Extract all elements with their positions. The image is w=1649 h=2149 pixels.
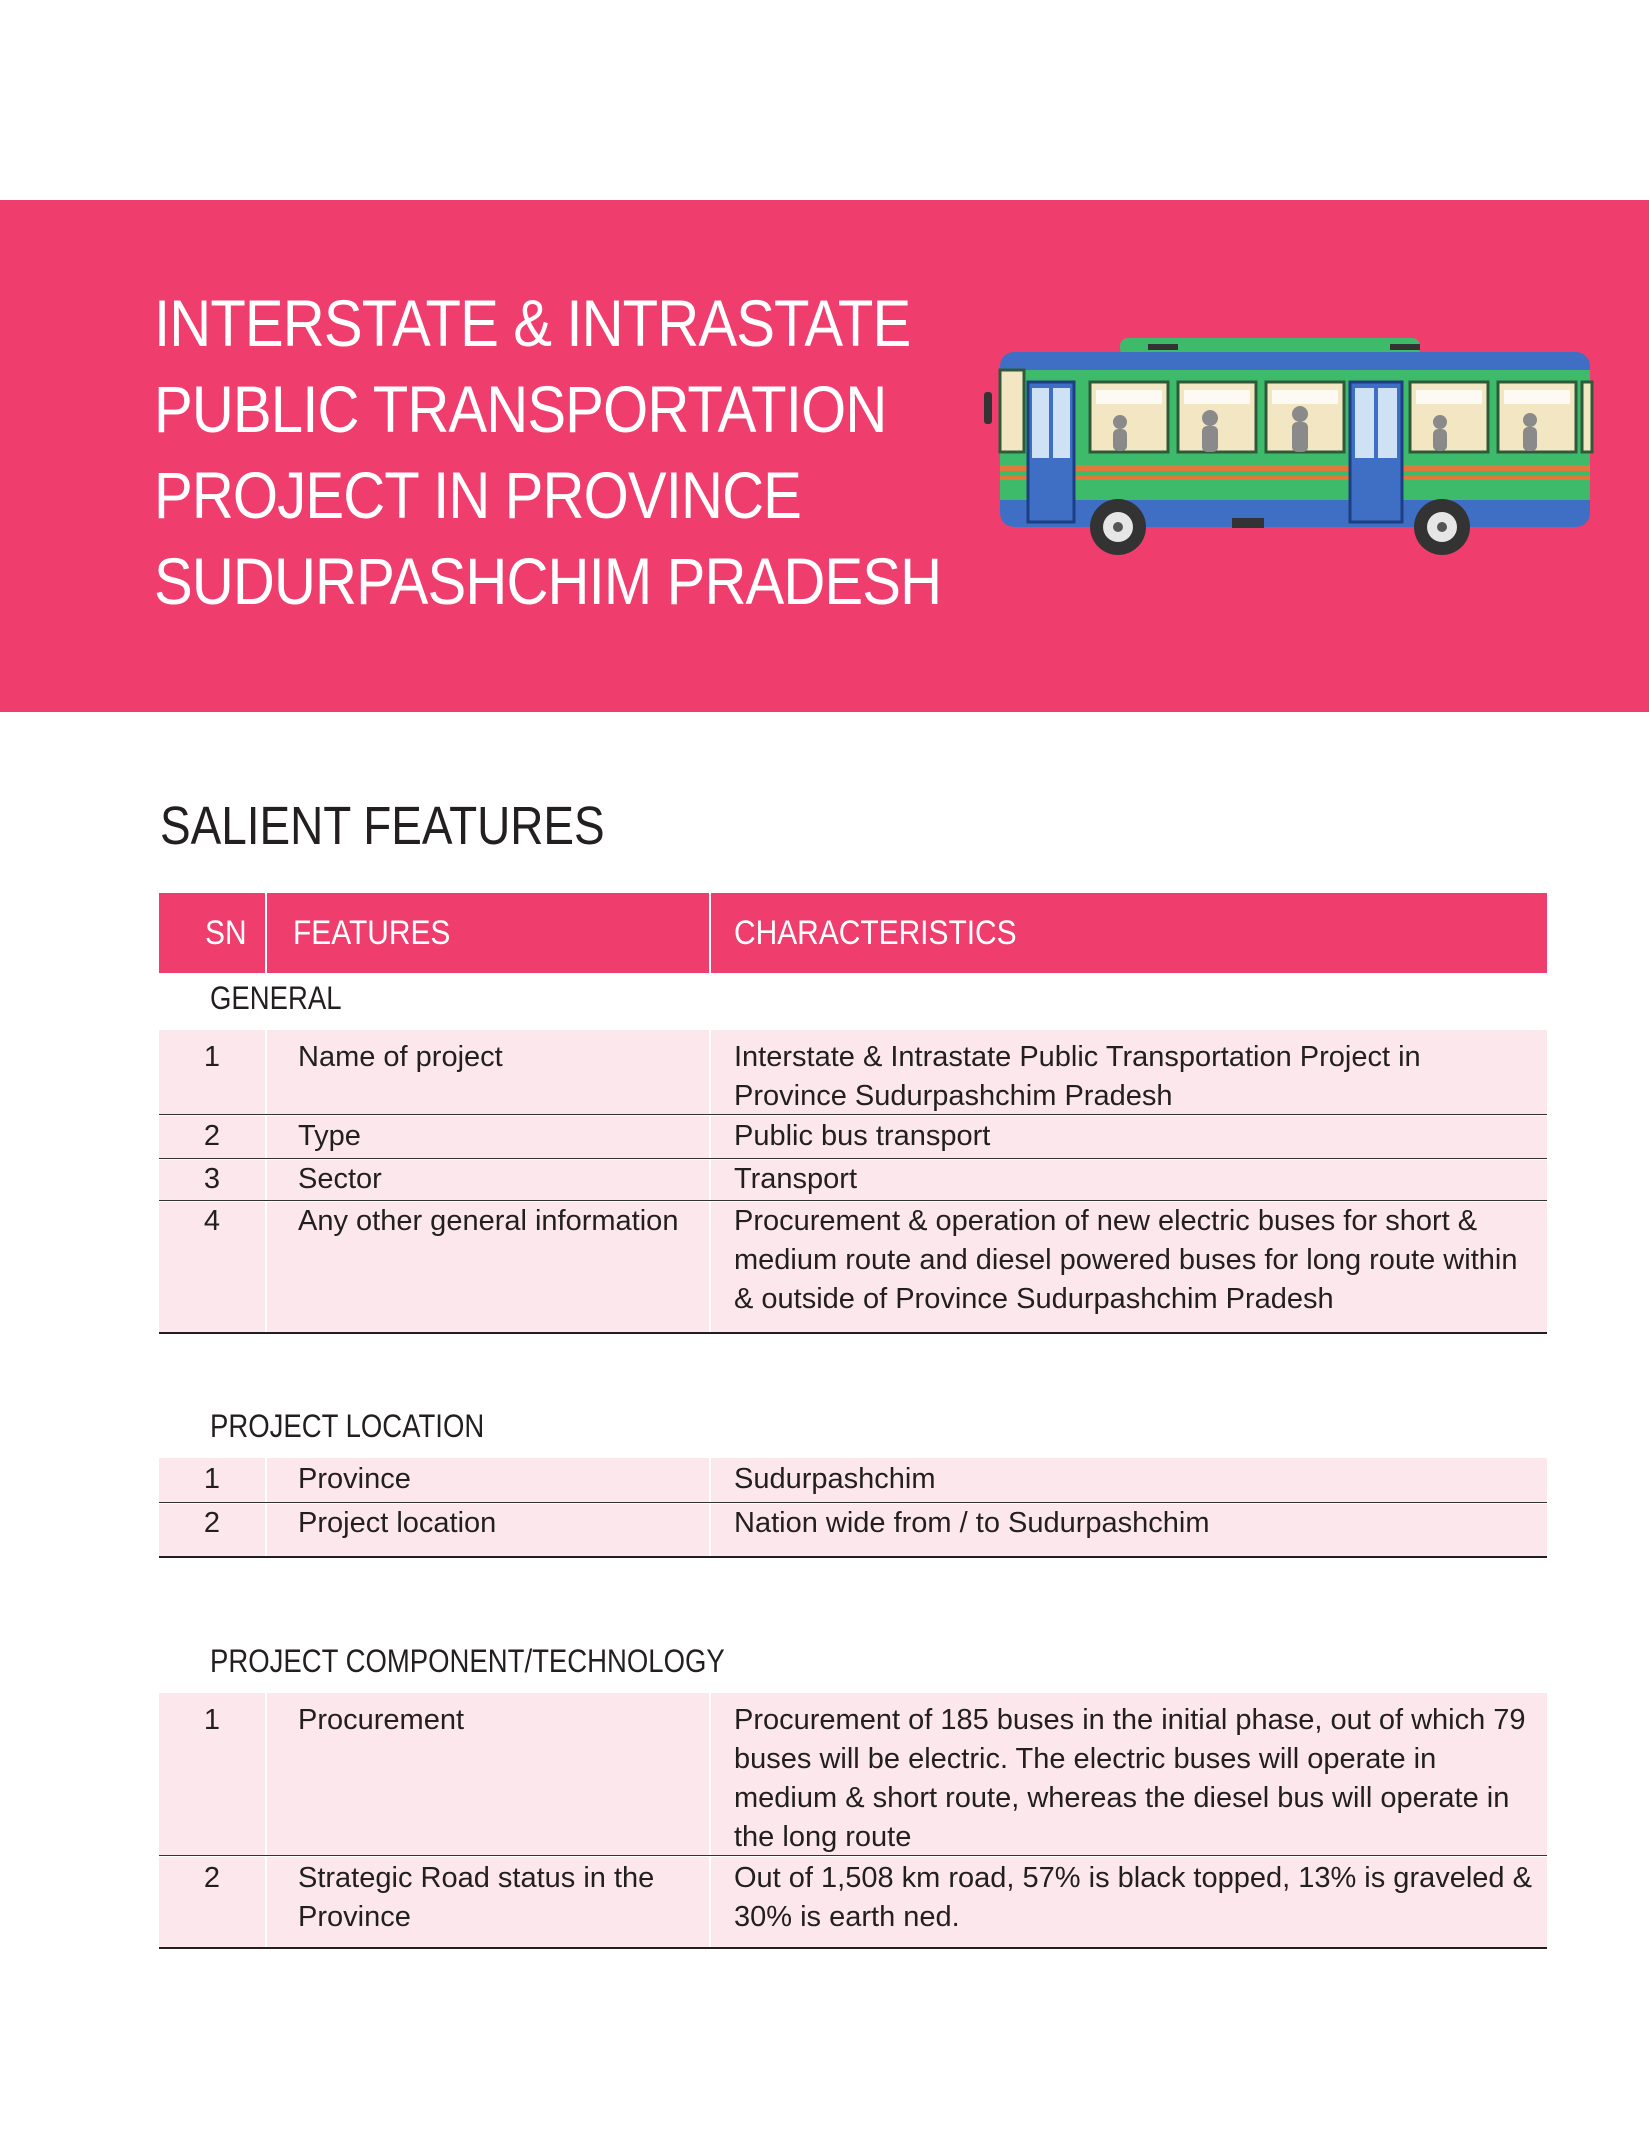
column-divider (265, 893, 267, 973)
row-sn: 2 (203, 1120, 221, 1152)
row-feature: Province (298, 1463, 411, 1495)
row-sn: 4 (203, 1205, 221, 1237)
column-divider (709, 893, 711, 973)
row-characteristic: Transport (734, 1163, 858, 1195)
table-row (159, 1116, 1547, 1159)
column-header-features: FEATURES (293, 914, 451, 952)
row-sn: 2 (203, 1507, 221, 1539)
title-line: INTERSTATE & INTRASTATE (154, 286, 911, 360)
group-label: PROJECT COMPONENT/TECHNOLOGY (210, 1643, 725, 1679)
row-sn: 1 (203, 1041, 221, 1073)
table-row (159, 1458, 1547, 1503)
table-row (159, 1504, 1547, 1558)
row-feature: Sector (298, 1163, 382, 1195)
table-row (159, 1202, 1547, 1334)
group-label: GENERAL (210, 980, 342, 1016)
table-header (159, 893, 1547, 973)
title-line: PUBLIC TRANSPORTATION (154, 372, 887, 446)
row-characteristic: Out of 1,508 km road, 57% is black topped, 13% is graveled & 30% is earth ned. (734, 1862, 1532, 1933)
row-sn: 3 (203, 1163, 221, 1195)
row-characteristic: Nation wide from / to Sudurpashchim (734, 1507, 1210, 1539)
table-row (159, 1693, 1547, 1856)
title-line: SUDURPASHCHIM PRADESH (154, 544, 942, 618)
row-feature: Strategic Road status in the Province (298, 1862, 655, 1933)
table-row (159, 1857, 1547, 1949)
row-feature: Project location (298, 1507, 497, 1539)
row-characteristic: Sudurpashchim (734, 1463, 936, 1495)
row-sn: 1 (203, 1463, 221, 1495)
row-feature: Type (298, 1120, 361, 1152)
section-heading: SALIENT FEATURES (160, 796, 605, 856)
title-line: PROJECT IN PROVINCE (154, 458, 802, 532)
column-header-sn: SN (205, 914, 247, 952)
row-sn: 2 (203, 1862, 221, 1894)
table-row (159, 1160, 1547, 1201)
table-row (159, 1030, 1547, 1115)
row-characteristic: Interstate & Intrastate Public Transportation Project in Province Sudurpashchim Pradesh (734, 1041, 1421, 1112)
row-feature: Name of project (298, 1041, 503, 1073)
row-characteristic: Public bus transport (734, 1120, 991, 1152)
row-feature: Any other general information (298, 1205, 679, 1237)
bus-illustration (970, 330, 1600, 560)
row-feature: Procurement (298, 1704, 465, 1736)
row-sn: 1 (203, 1704, 221, 1736)
page-title (154, 280, 942, 624)
column-header-characteristics: CHARACTERISTICS (734, 914, 1017, 952)
group-label: PROJECT LOCATION (210, 1408, 485, 1444)
row-characteristic: Procurement of 185 buses in the initial phase, out of which 79 buses will be electric. The electric buses will operate in medium & short route, whereas the diesel bus will operate in the long route (734, 1704, 1526, 1853)
row-characteristic: Procurement & operation of new electric buses for short & medium route and diesel powered buses for long route within & outside of Province Sudurpashchim Pradesh (734, 1205, 1518, 1315)
